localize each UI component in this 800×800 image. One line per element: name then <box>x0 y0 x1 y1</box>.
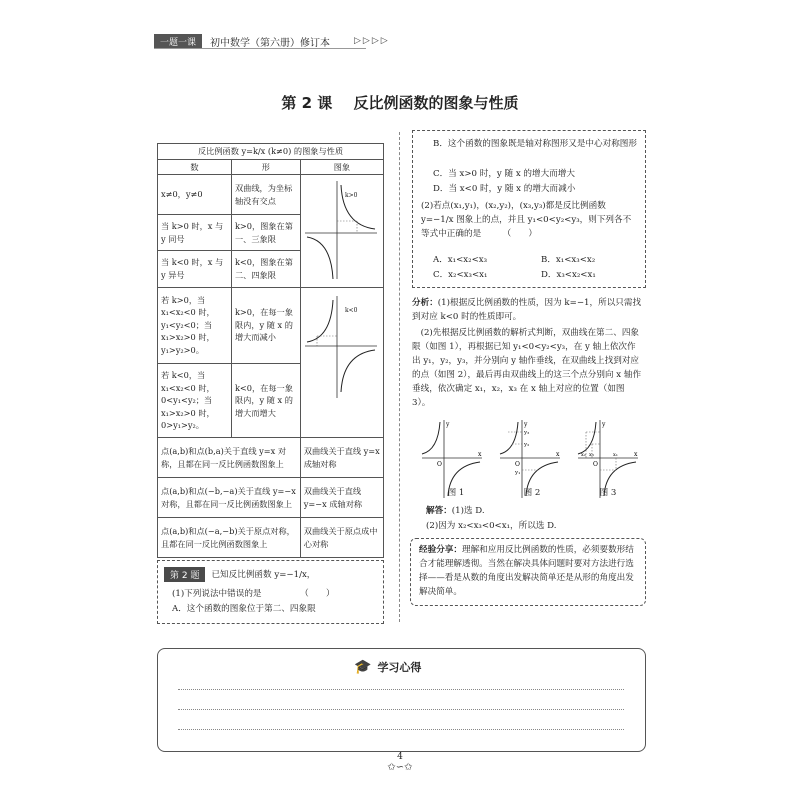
table-cell: 点(a,b)和点(−a,−b)关于原点对称，且都在同一反比例函数图象上 <box>158 518 301 558</box>
svg-text:y₃: y₃ <box>524 430 530 436</box>
header-rule <box>154 48 366 49</box>
share-text: 理解和应用反比例函数的性质，必须要数形结合才能理解透彻。当然在解决具体问题时要对方法进行选择——看是从数的角度出发解决简单还是从形的角度出发解决简单。 <box>419 545 634 597</box>
analysis-title: 分析： <box>412 298 438 308</box>
table-cell: 双曲线关于直线 y=−x 成轴对称 <box>300 478 383 518</box>
fig-3-label: 图 3 <box>599 488 617 498</box>
svg-text:x₂: x₂ <box>581 452 586 458</box>
col-header-graph: 图象 <box>300 159 383 175</box>
column-divider <box>399 132 400 622</box>
svg-text:y: y <box>602 421 606 428</box>
svg-text:y₁: y₁ <box>515 470 521 476</box>
table-cell: k<0，在每一象限内，y 随 x 的增大而增大 <box>231 363 300 437</box>
table-cell: 双曲线，为坐标轴没有交点 <box>231 175 300 215</box>
notes-title: 学习心得 <box>377 661 422 674</box>
graph1-label: k>0 <box>344 192 358 199</box>
problem-label: 第 2 题 <box>164 567 205 582</box>
table-cell: 当 k<0 时，x 与 y 异号 <box>158 251 232 287</box>
answer-1-text: (1)选 D. <box>451 506 485 516</box>
problem-box <box>157 560 384 624</box>
notes-box <box>157 648 646 752</box>
hyperbola-graph-1 <box>301 175 381 283</box>
share-box <box>410 538 646 606</box>
writing-line[interactable] <box>178 689 624 690</box>
table-cell: 双曲线关于直线 y=x 成轴对称 <box>300 438 383 478</box>
notes-heading <box>354 659 421 675</box>
choice-d: D．x₃<x₂<x₁ <box>541 270 596 280</box>
share-content <box>419 543 639 599</box>
question-2: (2)若点(x₁,y₁)，(x₂,y₂)，(x₃,y₃)都是反比例函数 y=−1/x 图象上的点，并且 y₁<0<y₂<y₃，则下列各不等式中正确的是 （ ） <box>421 201 632 239</box>
svg-text:O: O <box>515 461 520 468</box>
page-header <box>154 34 390 48</box>
table-cell: 双曲线关于原点成中心对称 <box>300 518 383 558</box>
graduation-cap-icon: 🎓 <box>354 659 372 675</box>
share-title: 经验分享： <box>419 545 462 555</box>
col-header-xing: 形 <box>231 159 300 175</box>
option-d: D．当 x<0 时，y 随 x 的增大而减小 <box>433 184 576 194</box>
table-cell: 若 k>0，当 x₁<x₂<0 时，y₁<y₂<0；当 x₁>x₂>0 时，y₁>y₂>0。 <box>158 287 232 363</box>
option-c: C．当 x>0 时，y 随 x 的增大而增大 <box>433 169 575 179</box>
book-title: 初中数学（第六册）修订本 <box>210 37 331 49</box>
answer-1 <box>426 504 644 518</box>
svg-text:x₁: x₁ <box>613 452 618 458</box>
hyperbola-graph-2 <box>301 288 381 434</box>
option-b: B．这个函数的图象既是轴对称图形又是中心对称图形 <box>433 139 637 149</box>
svg-text:x: x <box>634 451 638 458</box>
page-number: 4 <box>397 752 403 762</box>
page-title <box>0 92 800 113</box>
writing-line[interactable] <box>178 709 624 710</box>
table-cell: k<0，图象在第二、四象限 <box>231 251 300 287</box>
fig-2-label: 图 2 <box>523 488 541 498</box>
choice-b: B．x₁<x₃<x₂ <box>541 255 596 265</box>
graph-k-negative <box>300 287 383 438</box>
answer-2: (2)因为 x₂<x₃<0<x₁，所以选 D. <box>426 521 557 531</box>
svg-text:x: x <box>478 451 482 458</box>
writing-line[interactable] <box>178 729 624 730</box>
svg-text:O: O <box>593 461 598 468</box>
table-cell: k>0，图象在第一、三象限 <box>231 215 300 251</box>
star-ornament-icon: ✩∽✩ <box>387 762 413 773</box>
problem-stem: 已知反比例函数 y=−1/x， <box>211 569 316 580</box>
choice-c: C．x₂<x₃<x₁ <box>433 270 488 280</box>
table-caption: 反比例函数 y=k/x (k≠0) 的图象与性质 <box>158 144 384 160</box>
series-tag: 一题一课 <box>154 34 202 49</box>
answer-title: 解答： <box>426 506 452 516</box>
lesson-number: 第 2 课 <box>281 94 333 112</box>
svg-text:x: x <box>556 451 560 458</box>
lesson-topic: 反比例函数的图象与性质 <box>353 94 519 112</box>
svg-text:y: y <box>446 421 450 428</box>
choice-a: A．x₁<x₂<x₃ <box>433 255 488 265</box>
col-header-shu: 数 <box>158 159 232 175</box>
graph2-label: k<0 <box>344 306 358 314</box>
table-cell: 当 k>0 时，x 与 y 同号 <box>158 215 232 251</box>
analysis-1-text: (1)根据反比例函数的性质，因为 k=−1，所以只需找到对应 k<0 时的性质即可。 <box>412 298 642 322</box>
svg-text:y₂: y₂ <box>524 442 530 448</box>
table-cell: k>0，在每一象限内，y 随 x 的增大而减小 <box>231 287 300 363</box>
svg-text:y: y <box>524 421 528 428</box>
page-footer <box>0 752 800 773</box>
continuation-box <box>412 130 646 288</box>
analysis-1 <box>412 296 644 324</box>
property-table <box>157 143 384 558</box>
table-cell: x≠0，y≠0 <box>158 175 232 215</box>
arrow-decoration: ▷▷▷▷ <box>354 36 390 46</box>
option-a: A．这个函数的图象位于第二、四象限 <box>172 604 316 614</box>
analysis-2: (2)先根据反比例函数的解析式判断，双曲线在第二、四象限（如图 1），再根据已知 y₁<0<y₂<y₃，在 y 轴上依次作出 y₁，y₂，y₃，并分别向 y 轴作垂线，在双曲线上找到对应的点（如图 2），最后再由双曲线上的这三个点分别向 x 轴作垂线，依次确定 x₁，x₂，x₃ 在 x 轴上对应的位置（如图 3）。 <box>412 328 642 408</box>
table-cell: 若 k<0，当 x₁<x₂<0 时，0<y₁<y₂；当 x₁>x₂>0 时，0>y₁>y₂。 <box>158 363 232 437</box>
fig-1-label: 图 1 <box>447 488 465 498</box>
graph-k-positive <box>300 175 383 288</box>
svg-text:O: O <box>437 461 442 468</box>
svg-text:x₃: x₃ <box>589 452 594 458</box>
table-cell: 点(a,b)和点(−b,−a)关于直线 y=−x 对称，且都在同一反比例函数图象上 <box>158 478 301 518</box>
table-cell: 点(a,b)和点(b,a)关于直线 y=x 对称，且都在同一反比例函数图象上 <box>158 438 301 478</box>
question-1: (1)下列说法中错误的是 （ ） <box>172 589 335 599</box>
